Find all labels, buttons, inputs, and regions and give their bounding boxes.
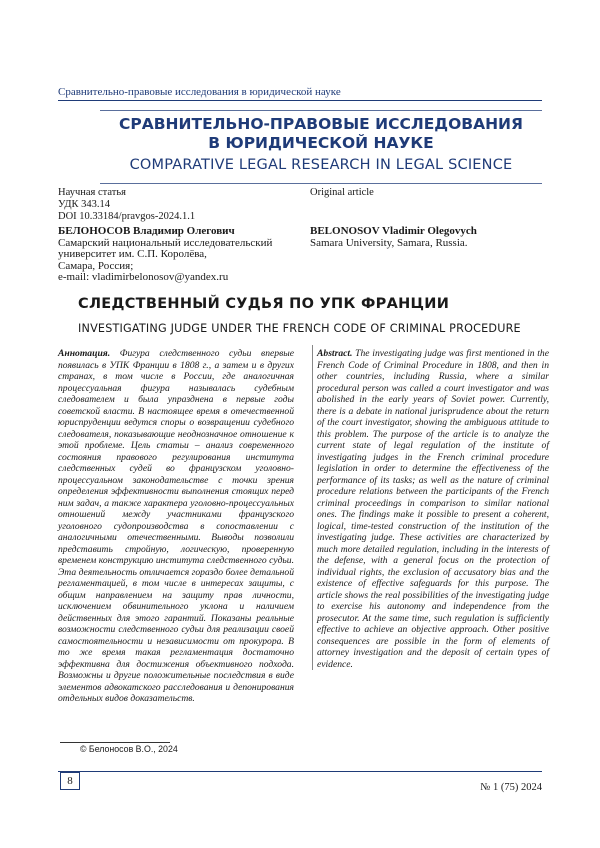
doi: DOI 10.33184/pravgos-2024.1.1 xyxy=(58,211,196,222)
footnote-divider xyxy=(60,742,170,743)
author-name-ru: БЕЛОНОСОВ Владимир Олегович xyxy=(58,225,235,237)
section-title-ru xyxy=(100,115,542,153)
author-ru xyxy=(58,226,308,284)
section-title-en: COMPARATIVE LEGAL RESEARCH IN LEGAL SCIENCE xyxy=(129,157,513,173)
author-city-ru: Самара, Россия; xyxy=(58,259,134,272)
author-affiliation-ru-1: Самарский национальный исследовательский xyxy=(58,236,273,249)
page-number: 8 xyxy=(60,772,80,790)
issue-number: № 1 (75) 2024 xyxy=(480,782,542,793)
footer-divider xyxy=(58,771,542,772)
author-name-en: BELONOSOV Vladimir Olegovych xyxy=(310,225,477,237)
copyright-footnote: © Белоносов В.О., 2024 xyxy=(80,744,178,754)
section-title-ru-line1: СРАВНИТЕЛЬНО-ПРАВОВЫЕ ИССЛЕДОВАНИЯ xyxy=(119,115,523,133)
author-affiliation-en: Samara University, Samara, Russia. xyxy=(310,236,468,249)
udc-code: УДК 343.14 xyxy=(58,199,111,210)
abstract-en-lead: Abstract. xyxy=(317,348,353,359)
abstract-ru-lead: Аннотация. xyxy=(58,348,111,359)
running-head: Сравнительно-правовые исследования в юридической науке xyxy=(58,86,542,101)
section-header xyxy=(100,110,542,184)
abstract-en xyxy=(312,345,549,670)
author-en xyxy=(310,226,550,249)
abstract-en-text: The investigating judge was first mentioned in the French Code of Criminal Procedure in 1808, and then in other countries, including Russia, where a similar procedural person was called a court investigator and was abolished in the early years of Soviet power. Currently, there is a debate in national jurisprudence about the return of the court investigator, showing the ambiguous attitude to this problem. The purpose of the article is to analyze the current state of legal regulation of the institute of investigating judges in the French criminal procedure legislation in order to determine the effectiveness of the performance of its tasks; as well as the nature of criminal procedure relations between the participants of the French criminal proceedings in comparison to similar national ones. The findings make it possible to present a coherent, logical, time-tested construction of the institution of the investigating judge. These activities are characterized by much more detailed regulation, including in the interests of the defense, with a general focus on the protection of individual rights, the exclusion of accusatory bias and the existence of effective safeguards for this purpose. The article shows the real possibilities of the investigating judge to exercise his autonomy and independence from the prosecutor. At the same time, such regulation is sufficiently effective to achieve an objective approach. Other positive consequences are possible in the form of elements of attorney investigation and the deposit of certain types of evidence. xyxy=(317,348,549,670)
abstract-ru xyxy=(58,348,294,705)
author-email[interactable]: e-mail: vladimirbelonosov@yandex.ru xyxy=(58,271,229,283)
abstract-ru-text: Фигура следственного судьи впервые появилась в УПК Франции в 1808 г., а затем и в других странах, в том числе в России, где аналогичная процессуальная фигура называлась судебным следователем и была упразднена в первые годы советской власти. В настоящее время в отечественной юриспруденции ведутся споры о возвращении судебного следователя, показывающие неоднозначное отношение к этой проблеме. Цель статьи – анализ современного состояния правового регулирования института следственных судей во французском уголовно-процессуальном законодательстве с точки зрения определения эффективности выполнения стоящих перед ним задач, а также характера уголовно-процессуальных отношений между участниками французского уголовного судопроизводства в сопоставлении с аналогичными отечественными. Выводы позволили представить стройную, логическую, проверенную временем конструкцию института следственного судьи. Эта деятельность отличается гораздо более детальной регламентацией, в том числе в интересах защиты, с общим направлением на защиту прав личности, исключением обвинительного уклона и наличием действенных для этого гарантий. Показаны реальные возможности следственного судьи для реализации своей самостоятельности и независимости от прокурора. В то же время такая регламентация достаточно эффективна для достижения объективного подхода. Возможны и другие положительные последствия в виде элементов адвокатского расследования и депонирования отдельных видов доказательств. xyxy=(58,348,294,704)
author-affiliation-ru-2: университет им. С.П. Королёва, xyxy=(58,248,207,260)
article-title-en: INVESTIGATING JUDGE UNDER THE FRENCH CODE OF CRIMINAL PROCEDURE xyxy=(78,322,521,335)
article-meta xyxy=(58,187,298,223)
article-type-ru: Научная статья xyxy=(58,187,126,198)
article-type-en: Original article xyxy=(310,187,374,198)
section-title-ru-line2: В ЮРИДИЧЕСКОЙ НАУКЕ xyxy=(208,134,434,152)
article-title-ru: СЛЕДСТВЕННЫЙ СУДЬЯ ПО УПК ФРАНЦИИ xyxy=(78,296,450,312)
